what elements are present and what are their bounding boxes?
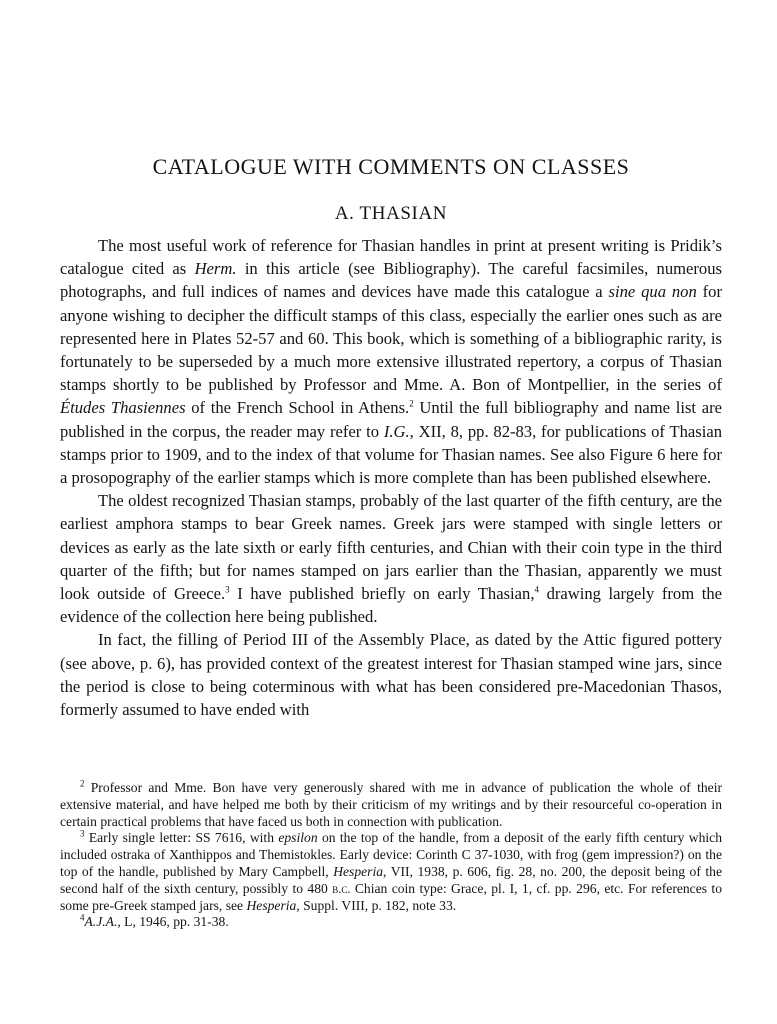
footnote-ref-4[interactable]: 4 [534,584,539,595]
paragraph-3: In fact, the filling of Period III of the Assembly Place, as dated by the Attic figured pottery (see above, p. 6), has provided context of the greatest interest for Thasian stamped wine jars, since the period is close to being coterminous with what has been considered pre-Macedonian Thasos, formerly assumed to have ended with [60,630,722,720]
sine-qua-non-phrase: sine qua non [608,282,697,302]
footnote-2: $^2$ Professor and Mme. Bon have very generously shared with me in advance of publication the whole of their extensive material, and have helped me both by their criticism of my writings and by their resourceful co-operation in certain practical problems that have faced us both in connection with publication. [60,778,722,829]
section-heading: A. THASIAN [334,203,448,224]
document-page [60,0,722,1024]
footnotes [60,780,722,931]
ig-citation: I.G. [383,421,410,441]
paragraph-2: The oldest recognized Thasian stamps, probably of the last quarter of the fifth century, are the earliest amphora stamps to bear Greek names. Greek jars were stamped with single letters or devices as early as the late sixth or early fifth centuries, and Chian with their coin type in the third quarter of the fifth; but for names stamped on jars earlier than the Thasian, apparently we must look outside of Greece.$^3$ I have published briefly on early Thasian,$^4$ drawing largely from the evidence of the collection here being published. [60,491,722,627]
footnote-ref-2[interactable]: 2 [409,398,414,409]
body-text [60,234,722,721]
footnote-mark-4: 4 [80,912,85,923]
paragraph-1: The most useful work of reference for Thasian handles in print at present writing is Pridik’s catalogue cited as Herm. in this article (see Bibliography). The careful facsimiles, numerous photographs, and full indices of names and devices have made this catalogue a sine qua non for anyone wishing to decipher the difficult stamps of this class, especially the earlier ones such as are represented here in Plates 52-57 and 60. This book, which is something of a bibliographic rarity, is fortunately to be superseded by a much more extensive illustrated repertory, a corpus of Thasian stamps shortly to be published by Professor and Mme. A. Bon of Montpellier, in the series of Études Thasiennes of the French School in Athens.$^2$ Until the full bibliography and name list are published in the corpus, the reader may refer to I.G., XII, 8, pp. 82-83, for publications of Thasian stamps prior to 1909, and to the index of that volume for Thasian names. See also Figure 6 here for a prosopography of the earlier stamps which is more complete than has been published elsewhere. [60,236,723,488]
footnote-mark-2: 2 [80,778,85,789]
herm-citation: Herm. [194,259,237,279]
footnote-4: $^4$A.J.A., L, 1946, pp. 31-38. [80,912,229,930]
footnote-ref-3[interactable]: 3 [225,584,230,595]
footnote-3: $^3$ Early single letter: SS 7616, with epsilon on the top of the handle, from a deposit of the early fifth century which included ostraka of Xanthippos and Themistokles. Early device: Corinth C 37-1030, with frog (gem impression?) on the top of the handle, published by Mary Campbell, Hesperia, VII, 1938, p. 606, fig. 28, no. 200, the deposit being of the second half of the sixth century, possibly to 480 b.c. Chian coin type: Grace, pl. I, 1, cf. pp. 296, etc. For references to some pre-Greek stamped jars, see Hesperia, Suppl. VIII, p. 182, note 33. [60,828,722,913]
etudes-series-title: Études Thasiennes [60,398,186,418]
page-title: CATALOGUE WITH COMMENTS ON CLASSES [152,154,630,179]
footnote-mark-3: 3 [80,828,85,839]
